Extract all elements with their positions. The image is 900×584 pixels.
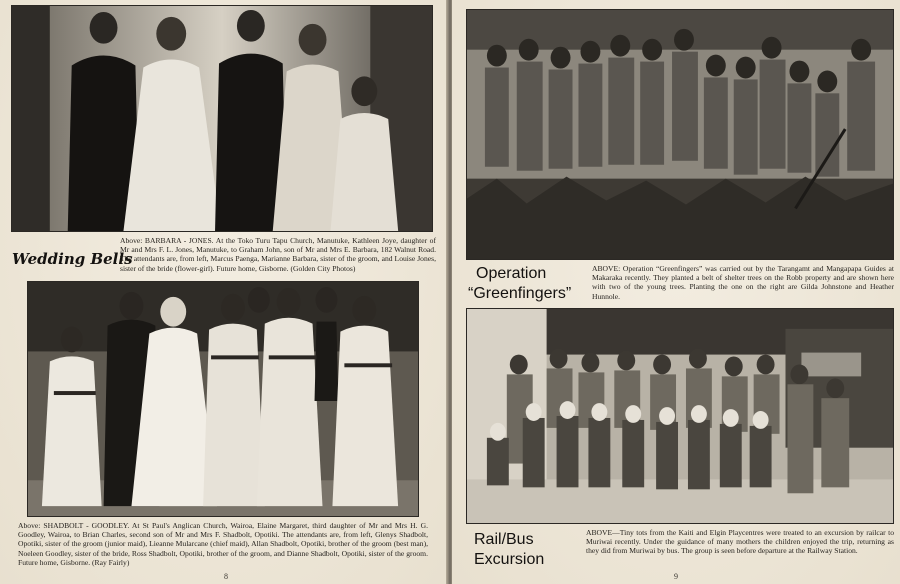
- greenfingers-caption: ABOVE: Operation “Greenfingers” was carried out by the Tarangamt and Mangapapa Guides at Makaraka recently. They planted a belt of shelter trees on the Robb property and are shown here with two of the young trees. Planting the one on the right are Gilda Johnstone and Heather Hunnole.: [592, 264, 894, 301]
- excursion-headline: [474, 530, 544, 570]
- excursion-headline-line2: Excursion: [474, 551, 545, 568]
- wedding-photo-shadbolt-goodley: [27, 281, 419, 517]
- shadbolt-goodley-caption: Above: SHADBOLT - GOODLEY. At St Paul's Anglican Church, Wairoa, Elaine Margaret, third daughter of Mr and Mrs H. G. Goodley, Wairoa, to Brian Charles, second son of Mr and Mrs F. Shadbolt, Opotiki. The attendants are, from left, Glenys Shadbolt, Opotiki, sister of the groom (junior maid), Lieanne Mularcane (chief maid), Allan Shadbolt, Opotiki, brother of the groom (best man), Noeleen Goodley, sister of the bride, Ross Shadbolt, Opotiki, brother of the groom, and Dianne Shadbolt, Opotiki, sister of the groom. Future home, Gisborne. (Ray Fairly): [18, 521, 428, 567]
- greenfingers-photo: [466, 9, 894, 260]
- wedding-photo-barbara-jones: [11, 5, 433, 232]
- greenfingers-headline: [468, 264, 571, 304]
- left-page: [0, 0, 448, 584]
- page-number-left: 8: [224, 572, 228, 581]
- excursion-photo: [466, 308, 894, 524]
- wedding-bells-headline: Wedding Bells: [12, 250, 133, 268]
- greenfingers-headline-line1: Operation: [476, 265, 547, 282]
- barbara-jones-caption: Above: BARBARA - JONES. At the Toko Turu Tapu Church, Manutuke, Kathleen Joye, daughter of Mr and Mrs F. L. Jones, Manutuke, to Graham John, son of Mr and Mrs E. Barbara, 182 Walnut Road. The attendants are, from left, Marcus Paenga, Marianne Barbara, sister of the groom, and Louise Jones, sister of the bride (flower-girl). Future home, Gisborne. (Golden City Photos): [120, 236, 436, 273]
- excursion-caption: ABOVE—Tiny tots from the Kaiti and Elgin Playcentres were treated to an excursion by railcar to Muriwai recently. Under the guidance of many mothers the children enjoyed the trip, returning as they did from Muriwai by bus. The group is seen before departure at the Railway Station.: [586, 528, 894, 556]
- right-page: [452, 0, 900, 584]
- excursion-headline-line1: Rail/Bus: [474, 531, 534, 548]
- greenfingers-headline-line2: “Greenfingers”: [468, 285, 572, 302]
- page-number-right: 9: [674, 572, 678, 581]
